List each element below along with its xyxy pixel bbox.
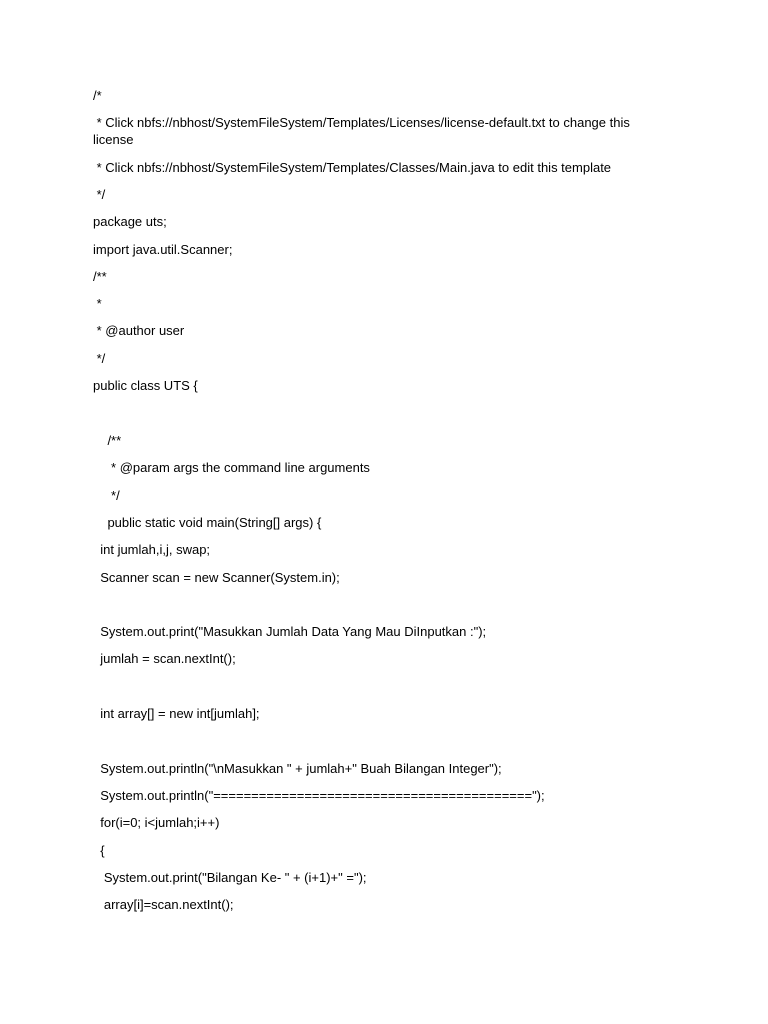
code-line: array[i]=scan.nextInt(); [93, 897, 234, 912]
code-line: */ [93, 488, 120, 503]
code-line: package uts; [93, 214, 167, 229]
code-line: license [93, 132, 134, 147]
code-line: System.out.print("Bilangan Ke- " + (i+1)+" ="); [93, 870, 367, 885]
code-line: System.out.println("\nMasukkan " + jumlah+" Buah Bilangan Integer"); [93, 761, 502, 776]
code-line: { [93, 843, 105, 858]
code-line: /** [93, 269, 107, 284]
code-line: int array[] = new int[jumlah]; [93, 706, 260, 721]
code-line: * Click nbfs://nbhost/SystemFileSystem/Templates/Classes/Main.java to edit this template [93, 160, 612, 175]
code-line: import java.util.Scanner; [93, 242, 233, 257]
code-line: /* [93, 88, 102, 103]
code-line: */ [93, 187, 106, 202]
code-line: * Click nbfs://nbhost/SystemFileSystem/Templates/Licenses/license-default.txt to change this [93, 115, 630, 130]
code-line: public static void main(String[] args) { [93, 515, 322, 530]
code-line: * @author user [93, 323, 185, 338]
code-line: int jumlah,i,j, swap; [93, 542, 211, 557]
code-line: * @param args the command line arguments [93, 460, 370, 475]
code-line: for(i=0; i<jumlah;i++) [93, 815, 220, 830]
code-line: */ [93, 351, 106, 366]
code-line: public class UTS { [93, 378, 198, 393]
code-line: System.out.println("=========================================="); [93, 788, 545, 803]
code-line: jumlah = scan.nextInt(); [93, 651, 236, 666]
code-line: /** [93, 433, 122, 448]
code-line: Scanner scan = new Scanner(System.in); [93, 570, 340, 585]
code-line: * [93, 296, 102, 311]
code-line: System.out.print("Masukkan Jumlah Data Yang Mau DiInputkan :"); [93, 624, 487, 639]
